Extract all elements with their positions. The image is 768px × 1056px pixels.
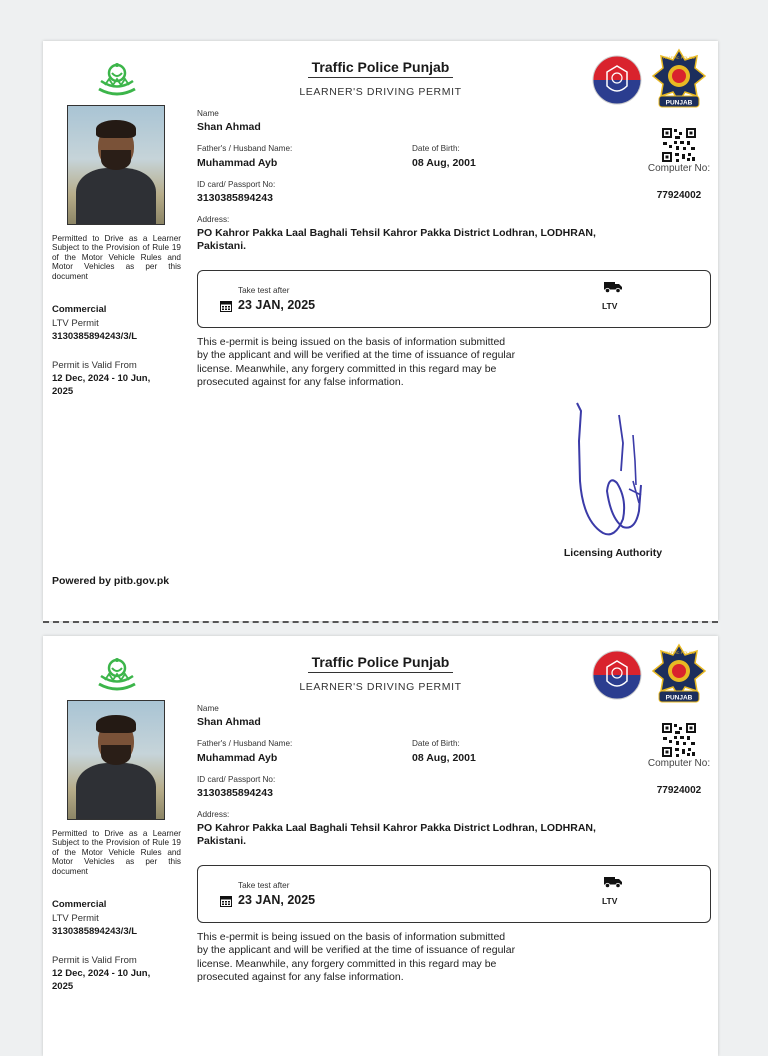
permit-type: LTV Permit <box>52 913 99 924</box>
signature <box>563 391 663 541</box>
computer-label: Computer No: <box>647 758 711 769</box>
punjab-police-logo-icon <box>591 649 643 701</box>
dob-label: Date of Birth: <box>412 739 460 748</box>
father-name: Muhammad Ayb <box>197 752 278 764</box>
traffic-police-badge-icon <box>651 643 707 705</box>
page-subtitle: LEARNER'S DRIVING PERMIT <box>299 86 462 98</box>
permit-number: 3130385894243/3/L <box>52 331 138 342</box>
permit-number: 3130385894243/3/L <box>52 926 138 937</box>
test-date-box <box>197 270 711 328</box>
name-label: Name <box>197 704 219 713</box>
badge-arc-text: TRAFFIC POLICE <box>662 55 696 60</box>
applicant-name: Shan Ahmad <box>197 716 261 728</box>
address-label: Address: <box>197 810 230 819</box>
computer-label: Computer No: <box>647 163 711 174</box>
father-label: Father's / Husband Name: <box>197 739 293 748</box>
qr-code-icon <box>661 722 697 758</box>
badge-text: PUNJAB <box>665 694 693 702</box>
id-label: ID card/ Passport No: <box>197 180 276 189</box>
id-label: ID card/ Passport No: <box>197 775 276 784</box>
vehicle-class: LTV <box>602 896 618 906</box>
page-subtitle: LEARNER'S DRIVING PERMIT <box>299 681 462 693</box>
vehicle-class: LTV <box>602 301 618 311</box>
valid-label: Permit is Valid From <box>52 360 137 371</box>
father-name: Muhammad Ayb <box>197 157 278 169</box>
badge-arc-text: TRAFFIC POLICE <box>662 650 696 655</box>
test-date-box <box>197 865 711 923</box>
badge-text: PUNJAB <box>665 99 693 107</box>
traffic-police-badge-icon <box>651 48 707 110</box>
address: PO Kahror Pakka Laal Baghali Tehsil Kahror Pakka District Lodhran, LODHRAN, Pakistani. <box>197 227 596 252</box>
date-of-birth: 08 Aug, 2001 <box>412 157 476 169</box>
id-number: 3130385894243 <box>197 192 273 204</box>
calendar-icon <box>220 300 232 312</box>
permit-card-1 <box>43 41 718 621</box>
father-label: Father's / Husband Name: <box>197 144 293 153</box>
category: Commercial <box>52 899 107 910</box>
permitted-text: Permitted to Drive as a Learner Subject to the Provision of Rule 19 of the Motor Vehicle Rules and Motor Vehicles as per this document <box>52 234 181 281</box>
address: PO Kahror Pakka Laal Baghali Tehsil Kahror Pakka District Lodhran, LODHRAN, Pakistani. <box>197 822 596 847</box>
valid-range: 12 Dec, 2024 - 10 Jun, 2025 <box>52 968 151 992</box>
take-test-label: Take test after <box>238 881 290 890</box>
applicant-photo <box>67 105 165 225</box>
computer-number: 77924002 <box>656 785 702 796</box>
applicant-name: Shan Ahmad <box>197 121 261 133</box>
date-of-birth: 08 Aug, 2001 <box>412 752 476 764</box>
id-number: 3130385894243 <box>197 787 273 799</box>
category: Commercial <box>52 304 107 315</box>
take-test-date: 23 JAN, 2025 <box>238 893 316 907</box>
address-label: Address: <box>197 215 230 224</box>
dob-label: Date of Birth: <box>412 144 460 153</box>
take-test-date: 23 JAN, 2025 <box>238 298 316 312</box>
name-label: Name <box>197 109 219 118</box>
applicant-photo <box>67 700 165 820</box>
notice-text: This e-permit is being issued on the basis of information submitted by the applicant and will be verified at the time of issuance of regular license. Meanwhile, any forgery committed in this regard may be prosecuted against for any false information. <box>197 931 516 983</box>
valid-label: Permit is Valid From <box>52 955 137 966</box>
permit-card-2 <box>43 636 718 1056</box>
permit-type: LTV Permit <box>52 318 99 329</box>
page-title: Traffic Police Punjab <box>43 59 718 78</box>
cut-line <box>43 621 718 623</box>
qr-code-icon <box>661 127 697 163</box>
page-title: Traffic Police Punjab <box>43 654 718 673</box>
valid-range: 12 Dec, 2024 - 10 Jun, 2025 <box>52 373 151 397</box>
punjab-police-logo-icon <box>591 54 643 106</box>
powered-by: Powered by pitb.gov.pk <box>52 575 170 587</box>
truck-icon <box>604 282 622 293</box>
notice-text: This e-permit is being issued on the basis of information submitted by the applicant and will be verified at the time of issuance of regular license. Meanwhile, any forgery committed in this regard may be prosecuted against for any false information. <box>197 336 516 388</box>
computer-number: 77924002 <box>656 190 702 201</box>
truck-icon <box>604 877 622 888</box>
permitted-text: Permitted to Drive as a Learner Subject to the Provision of Rule 19 of the Motor Vehicle Rules and Motor Vehicles as per this document <box>52 829 181 876</box>
take-test-label: Take test after <box>238 286 290 295</box>
licensing-authority: Licensing Authority <box>563 547 663 559</box>
calendar-icon <box>220 895 232 907</box>
